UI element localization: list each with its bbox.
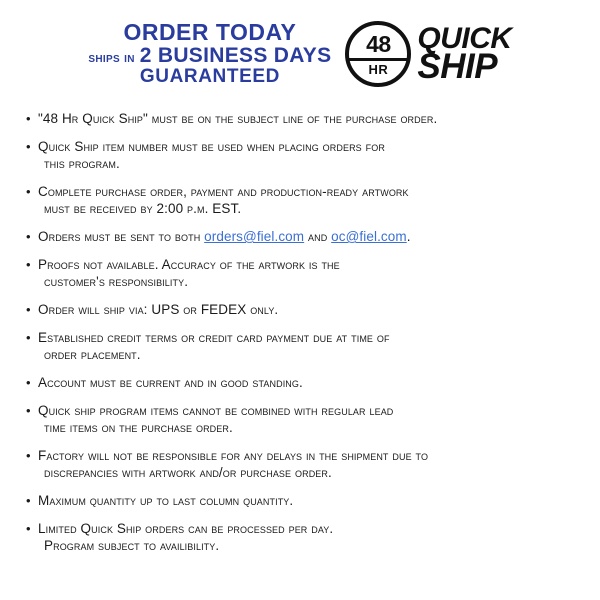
list-item-text [38, 138, 385, 172]
list-item-line: discrepancies with artwork and/or purchase order. [44, 465, 332, 480]
bullet-icon: • [26, 139, 31, 154]
headline-line-1: ORDER TODAY [123, 18, 297, 45]
badge-divider [349, 58, 407, 61]
list-item-text [38, 492, 293, 509]
list-item-text [38, 520, 333, 554]
headline-line-3: GUARANTEED [139, 66, 280, 88]
wordmark-quick: QUICK [417, 22, 512, 56]
list-item-text [38, 329, 390, 363]
list-item [26, 447, 578, 481]
bullet-icon: • [26, 493, 31, 508]
list-item-line: Factory will not be responsible for any delays in the shipment due to [38, 448, 429, 463]
quick-ship-logo [345, 21, 511, 87]
list-item-line: Account must be current and in good standing. [38, 375, 303, 390]
list-item-line: Orders must be sent to both [38, 229, 205, 244]
bullet-icon: • [26, 448, 31, 463]
headline-block [88, 20, 335, 88]
bullet-icon: • [26, 375, 31, 390]
headline-ships-in: ships in [88, 48, 135, 65]
list-item [26, 402, 578, 436]
list-item-text [38, 228, 411, 245]
bullet-icon: • [26, 521, 31, 536]
headline-line-2 [88, 45, 331, 68]
list-item [26, 520, 578, 554]
list-item [26, 138, 578, 172]
list-item [26, 183, 578, 217]
list-item-line: and [304, 229, 332, 244]
list-item-line: customer's responsibility. [44, 274, 189, 289]
list-item-line: order placement. [44, 347, 141, 362]
list-item [26, 329, 578, 363]
bullet-icon: • [26, 403, 31, 418]
list-item-text [38, 374, 303, 391]
list-item-text [38, 402, 393, 436]
logo-wordmark [417, 22, 512, 86]
list-item-text [38, 256, 340, 290]
list-item-line: Quick Ship item number must be used when placing orders for [38, 139, 385, 154]
list-item-line: Maximum quantity up to last column quantity. [38, 493, 294, 508]
list-item-line: this program. [44, 156, 120, 171]
list-item-line: must be received by 2:00 p.m. EST. [44, 201, 242, 216]
list-item [26, 110, 578, 127]
list-item-line: . [406, 229, 411, 244]
list-item-line: Complete purchase order, payment and production-ready artwork [38, 184, 409, 199]
list-item-text [38, 110, 437, 127]
list-item-line: Program subject to availibility. [44, 538, 220, 553]
list-item [26, 228, 578, 245]
email-link-orders[interactable]: orders@fiel.com [204, 229, 305, 244]
list-item-text [38, 301, 278, 318]
bullet-icon: • [26, 302, 31, 317]
promo-header [0, 0, 600, 100]
list-item-line: Established credit terms or credit card payment due at time of [38, 330, 390, 345]
badge-unit: HR [368, 61, 389, 77]
list-item-line: Limited Quick Ship orders can be processed per day. [38, 521, 334, 536]
list-item-line: Quick ship program items cannot be combined with regular lead [38, 403, 394, 418]
list-item [26, 374, 578, 391]
bullet-icon: • [26, 229, 31, 244]
list-item-line: Order will ship via: UPS or FEDEX only. [38, 302, 279, 317]
bullet-icon: • [26, 257, 31, 272]
list-item-line: "48 Hr Quick Ship" must be on the subject line of the purchase order. [38, 111, 438, 126]
email-link-oc[interactable]: oc@fiel.com [331, 229, 407, 244]
terms-list [0, 100, 600, 554]
badge-number: 48 [366, 30, 391, 57]
headline-business-days: 2 BUSINESS DAYS [139, 43, 332, 67]
list-item-line: time items on the purchase order. [44, 420, 233, 435]
wordmark-ship: SHIP [417, 46, 498, 86]
bullet-icon: • [26, 111, 31, 126]
list-item [26, 492, 578, 509]
bullet-icon: • [26, 330, 31, 345]
48hr-badge-icon [345, 21, 411, 87]
list-item-text [38, 447, 428, 481]
list-item-line: Proofs not available. Accuracy of the artwork is the [38, 257, 340, 272]
bullet-icon: • [26, 184, 31, 199]
list-item [26, 256, 578, 290]
list-item [26, 301, 578, 318]
list-item-text [38, 183, 409, 217]
